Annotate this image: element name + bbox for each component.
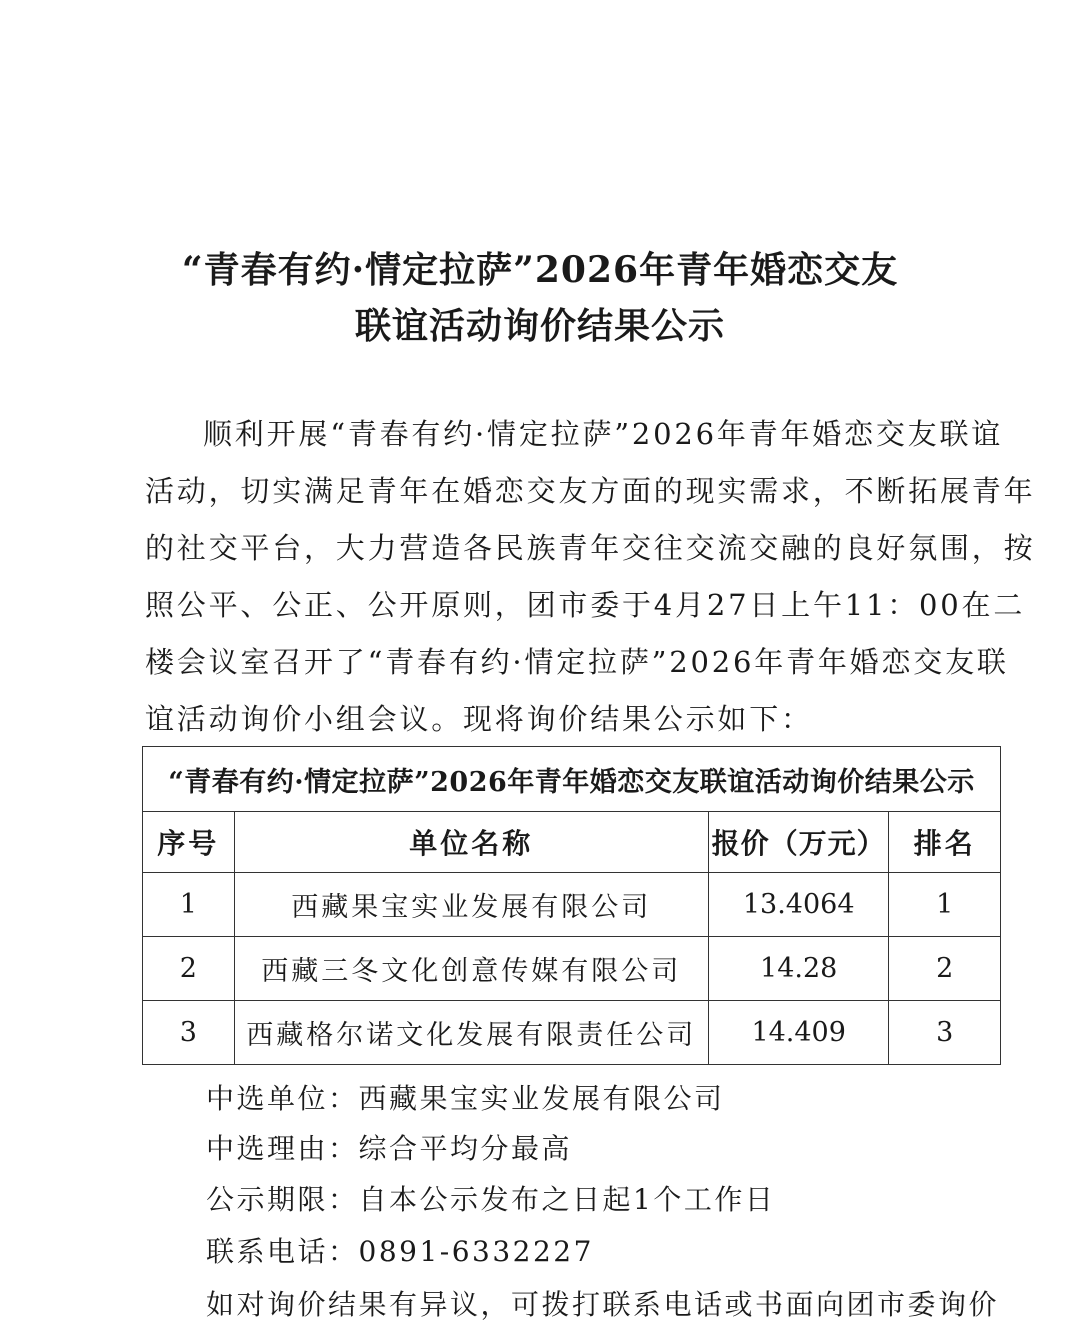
row-price: 13.4064 bbox=[708, 873, 889, 937]
row-name: 西藏格尔诺文化发展有限责任公司 bbox=[234, 1001, 708, 1065]
row-price: 14.28 bbox=[708, 937, 889, 1001]
document-title-line-2: 联谊活动询价结果公示 bbox=[354, 305, 725, 347]
row-rank: 2 bbox=[889, 937, 1001, 1001]
objection-note: 如对询价结果有异议，可拨打联系电话或书面向团市委询价 bbox=[206, 1288, 1000, 1321]
paragraph-line: 活动，切实满足青年在婚恋交友方面的现实需求，不断拓展青年 bbox=[145, 474, 1036, 508]
selected-reason: 中选理由：综合平均分最高 bbox=[206, 1132, 573, 1165]
paragraph-line: 顺利开展“青春有约·情定拉萨”2026年青年婚恋交友联谊 bbox=[203, 417, 1004, 451]
table-row bbox=[143, 873, 1001, 937]
row-name: 西藏三冬文化创意传媒有限公司 bbox=[234, 937, 708, 1001]
header-rank: 排名 bbox=[889, 812, 1001, 873]
table-header-row bbox=[143, 812, 1001, 873]
result-table bbox=[142, 746, 1001, 1065]
table-row bbox=[143, 1001, 1001, 1065]
row-price: 14.409 bbox=[708, 1001, 889, 1065]
row-name: 西藏果宝实业发展有限公司 bbox=[234, 873, 708, 937]
table-caption: “青春有约·情定拉萨”2026年青年婚恋交友联谊活动询价结果公示 bbox=[143, 747, 1001, 812]
row-no: 1 bbox=[143, 873, 235, 937]
row-no: 2 bbox=[143, 937, 235, 1001]
row-rank: 3 bbox=[889, 1001, 1001, 1065]
table-row bbox=[143, 937, 1001, 1001]
header-price: 报价（万元） bbox=[708, 812, 889, 873]
paragraph-line: 的社交平台，大力营造各民族青年交往交流交融的良好氛围，按 bbox=[145, 531, 1036, 565]
contact-phone: 联系电话：0891-6332227 bbox=[206, 1235, 594, 1268]
paragraph-line: 照公平、公正、公开原则，团市委于4月27日上午11：00在二 bbox=[145, 588, 1026, 622]
paragraph-line: 楼会议室召开了“青春有约·情定拉萨”2026年青年婚恋交友联 bbox=[145, 645, 1009, 679]
intro-paragraph bbox=[145, 406, 1036, 748]
header-name: 单位名称 bbox=[234, 812, 708, 873]
notice-period: 公示期限：自本公示发布之日起1个工作日 bbox=[206, 1183, 776, 1216]
paragraph-line: 谊活动询价小组会议。现将询价结果公示如下： bbox=[145, 702, 813, 736]
selected-unit: 中选单位：西藏果宝实业发展有限公司 bbox=[206, 1082, 725, 1115]
header-no: 序号 bbox=[143, 812, 235, 873]
document-title-line-1: “青春有约·情定拉萨”2026年青年婚恋交友 bbox=[181, 249, 899, 291]
row-no: 3 bbox=[143, 1001, 235, 1065]
row-rank: 1 bbox=[889, 873, 1001, 937]
